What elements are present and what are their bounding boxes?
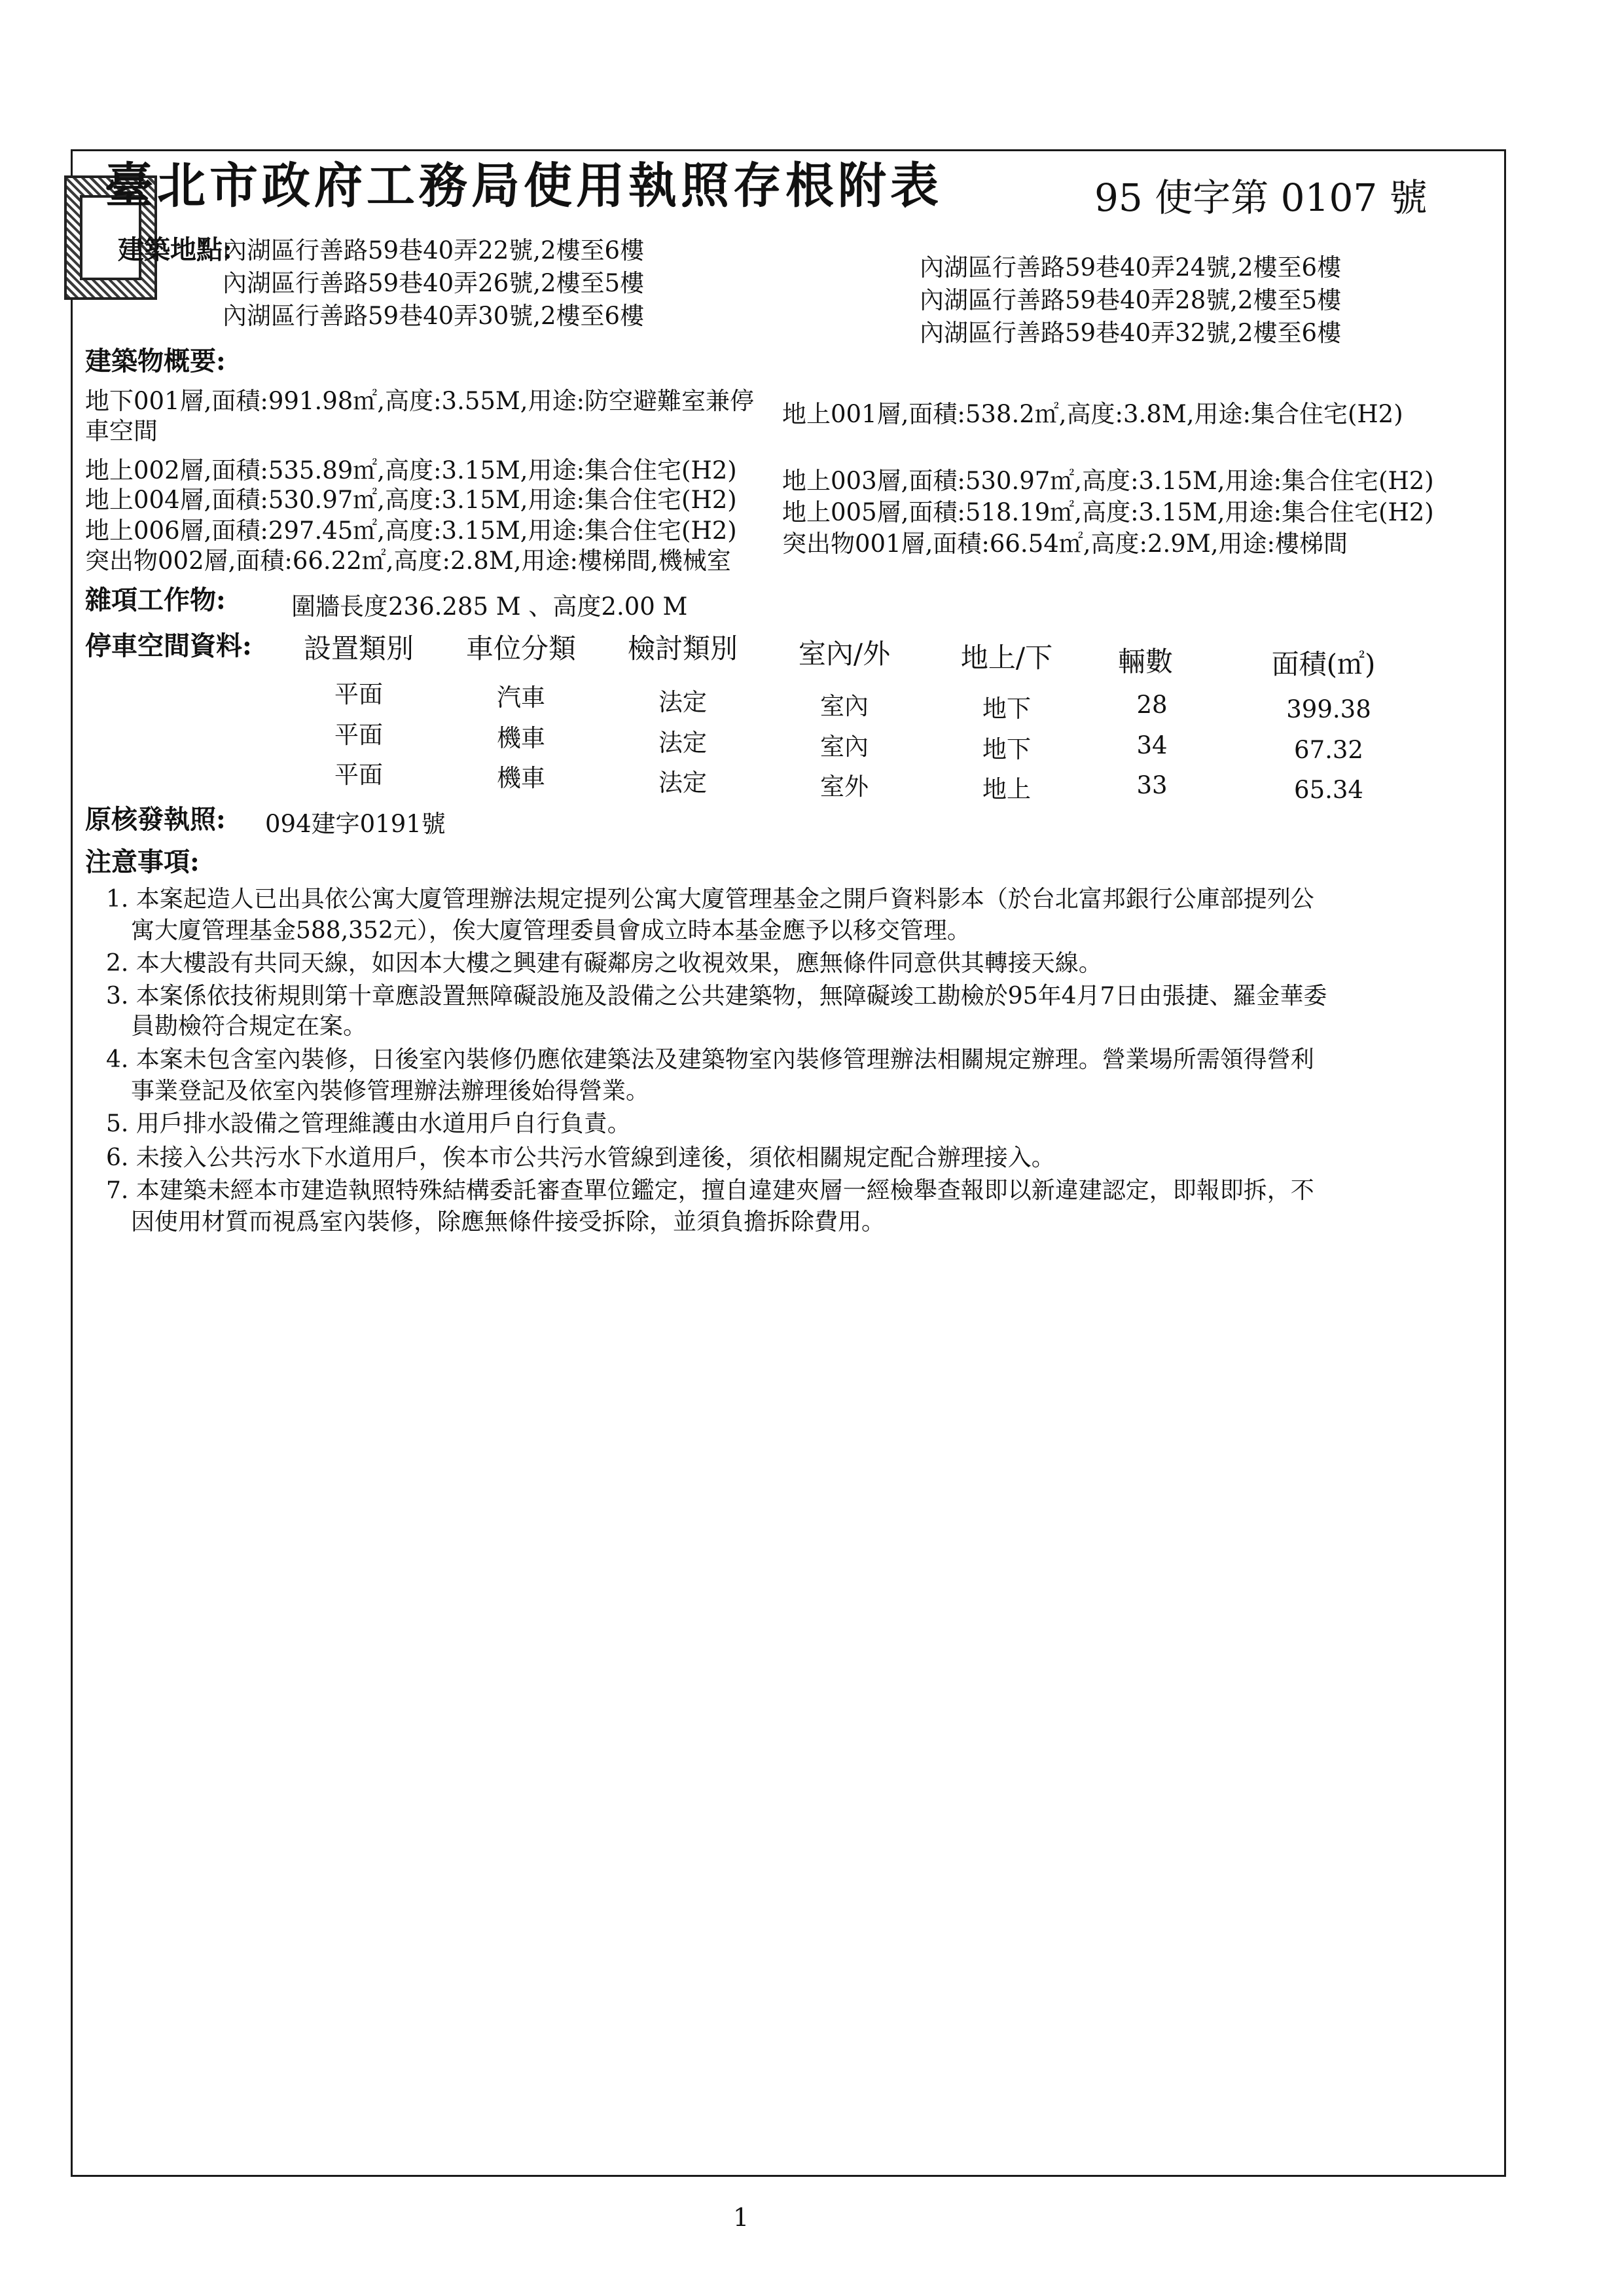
- note-7-cont: 因使用材質而視爲室內裝修，除應無條件接受拆除，並須負擔拆除費用。: [131, 1209, 886, 1235]
- location-right-3: 內湖區行善路59巷40弄32號,2樓至6樓: [920, 319, 1342, 347]
- parking-r3-vehicle: 機車: [497, 764, 545, 792]
- parking-label: 停車空間資料:: [85, 630, 252, 661]
- floor-b001-cont: 車空間: [85, 417, 158, 445]
- note-7: 7. 本建築未經本市建造執照特殊結構委託審查單位鑑定，擅自違建夾層一經檢舉查報即以新違建認定，即報即拆，不: [106, 1177, 1314, 1204]
- parking-r3-indoor: 室外: [820, 773, 869, 801]
- floor-r001: 突出物001層,面積:66.54㎡,高度:2.9M,用途:樓梯間: [782, 530, 1348, 558]
- parking-r3-type: 平面: [334, 761, 383, 789]
- parking-col-count: 輛數: [1117, 646, 1174, 678]
- parking-r2-type: 平面: [334, 721, 383, 749]
- overview-label: 建築物概要:: [85, 346, 226, 376]
- notes-label: 注意事項:: [85, 847, 200, 877]
- parking-col-indoor: 室內/外: [798, 638, 891, 670]
- location-left-3: 內湖區行善路59巷40弄30號,2樓至6樓: [223, 302, 645, 330]
- parking-r1-indoor: 室內: [820, 692, 869, 720]
- parking-r1-vehicle: 汽車: [497, 683, 545, 712]
- floor-f002: 地上002層,面積:535.89㎡,高度:3.15M,用途:集合住宅(H2): [85, 456, 737, 484]
- note-4: 4. 本案未包含室內裝修，日後室內裝修仍應依建築法及建築物室內裝修管理辦法相關規定辦理。營業場所需領得營利: [106, 1046, 1314, 1073]
- floor-r002: 突出物002層,面積:66.22㎡,高度:2.8M,用途:樓梯間,機械室: [85, 547, 731, 575]
- parking-r1-review: 法定: [658, 688, 707, 716]
- parking-col-area: 面積(㎡): [1271, 648, 1376, 680]
- note-3: 3. 本案係依技術規則第十章應設置無障礙設施及設備之公共建築物，無障礙竣工勘檢於95年4月7日由張捷、羅金華委: [106, 983, 1327, 1010]
- location-right-1: 內湖區行善路59巷40弄24號,2樓至6樓: [920, 253, 1342, 282]
- parking-r1-area: 399.38: [1286, 695, 1371, 723]
- location-right-2: 內湖區行善路59巷40弄28號,2樓至5樓: [920, 286, 1342, 314]
- parking-r1-type: 平面: [334, 680, 383, 708]
- parking-col-vehicle: 車位分類: [465, 632, 577, 665]
- parking-r2-review: 法定: [658, 729, 707, 757]
- parking-r2-area: 67.32: [1294, 736, 1363, 764]
- parking-r2-level: 地下: [982, 735, 1031, 763]
- floor-f004: 地上004層,面積:530.97㎡,高度:3.15M,用途:集合住宅(H2): [85, 486, 737, 514]
- floor-f005: 地上005層,面積:518.19㎡,高度:3.15M,用途:集合住宅(H2): [782, 498, 1434, 526]
- parking-r2-vehicle: 機車: [497, 724, 545, 752]
- location-left-1: 內湖區行善路59巷40弄22號,2樓至6樓: [223, 236, 645, 264]
- location-label: 建築地點:: [118, 234, 232, 265]
- note-2: 2. 本大樓設有共同天線，如因本大樓之興建有礙鄰房之收視效果，應無條件同意供其轉接天線。: [106, 950, 1102, 977]
- parking-r3-level: 地上: [982, 775, 1031, 803]
- floor-f003: 地上003層,面積:530.97㎡,高度:3.15M,用途:集合住宅(H2): [782, 467, 1434, 495]
- parking-r1-level: 地下: [982, 695, 1031, 723]
- note-3-cont: 員勘檢符合規定在案。: [131, 1013, 367, 1040]
- misc-works-label: 雜項工作物:: [85, 585, 226, 615]
- note-1: 1. 本案起造人已出具依公寓大廈管理辦法規定提列公寓大廈管理基金之開戶資料影本（於台北富邦銀行公庫部提列公: [106, 886, 1314, 913]
- note-5: 5. 用戶排水設備之管理維護由水道用戶自行負責。: [106, 1110, 631, 1137]
- parking-r2-indoor: 室內: [820, 733, 869, 761]
- parking-r3-area: 65.34: [1294, 776, 1363, 804]
- note-4-cont: 事業登記及依室內裝修管理辦法辦理後始得營業。: [131, 1078, 650, 1104]
- original-permit-value: 094建字0191號: [265, 810, 446, 838]
- location-left-2: 內湖區行善路59巷40弄26號,2樓至5樓: [223, 269, 645, 297]
- parking-col-level: 地上/下: [960, 642, 1053, 674]
- parking-r1-count: 28: [1136, 691, 1168, 719]
- floor-f006: 地上006層,面積:297.45㎡,高度:3.15M,用途:集合住宅(H2): [85, 517, 737, 545]
- parking-r3-review: 法定: [658, 769, 707, 797]
- note-6: 6. 未接入公共污水下水道用戶，俟本市公共污水管線到達後，須依相關規定配合辦理接入。: [106, 1144, 1055, 1171]
- permit-number: 95 使字第 0107 號: [1094, 175, 1428, 220]
- parking-col-review: 檢討類別: [627, 632, 738, 665]
- original-permit-label: 原核發執照:: [85, 804, 226, 835]
- parking-col-type: 設置類別: [303, 632, 414, 665]
- misc-works-value: 圍牆長度236.285 M 、高度2.00 M: [291, 592, 688, 621]
- parking-r2-count: 34: [1136, 731, 1168, 759]
- document-title: 臺北市政府工務局使用執照存根附表: [105, 158, 943, 214]
- parking-r3-count: 33: [1136, 771, 1168, 799]
- floor-f001: 地上001層,面積:538.2㎡,高度:3.8M,用途:集合住宅(H2): [782, 400, 1403, 428]
- page-number: 1: [733, 2203, 749, 2232]
- note-1-cont: 寓大廈管理基金588,352元），俟大廈管理委員會成立時本基金應予以移交管理。: [131, 917, 971, 944]
- floor-b001: 地下001層,面積:991.98㎡,高度:3.55M,用途:防空避難室兼停: [85, 387, 755, 415]
